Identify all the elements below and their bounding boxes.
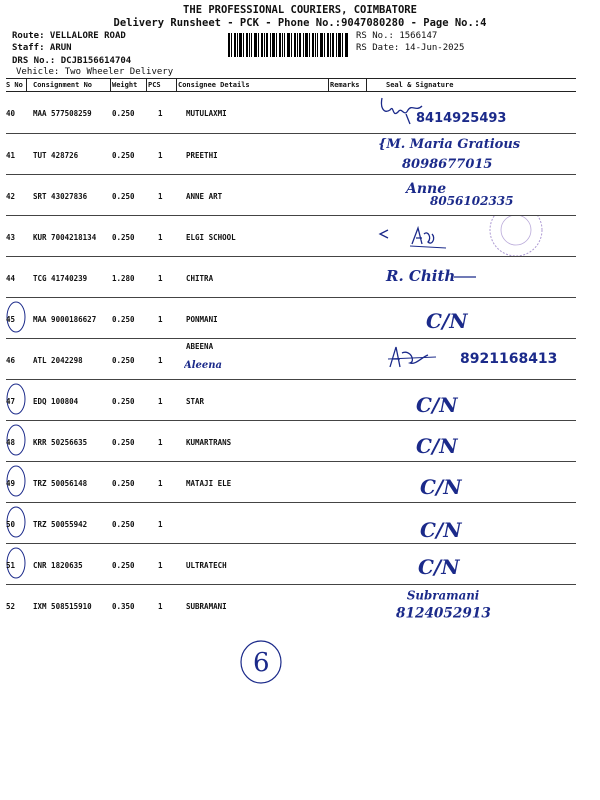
svg-text:Aleena: Aleena: [184, 360, 223, 371]
cell-pcs: 1: [158, 315, 163, 324]
cell-consignment: KUR 7004218134: [33, 233, 97, 242]
cell-pcs: 1: [158, 479, 163, 488]
cell-weight: 0.250: [112, 520, 135, 529]
cell-consignee: CHITRA: [186, 274, 214, 283]
cell-pcs: 1: [158, 109, 163, 118]
cell-consignment: TCG 41740239: [33, 274, 88, 283]
cell-consignment: TRZ 50056148: [33, 479, 88, 488]
cell-sno: 51: [6, 561, 16, 570]
svg-text:Anne: Anne: [406, 181, 447, 197]
table-row: [6, 257, 576, 298]
svg-text:8124052913: 8124052913: [396, 605, 491, 622]
signature-43: [376, 216, 576, 256]
svg-text:C/N: C/N: [420, 475, 462, 499]
svg-text:Subramani: Subramani: [406, 588, 480, 603]
cell-consignee: ABEENA: [186, 342, 214, 351]
table-row: [6, 92, 576, 134]
cell-consignment: MAA 577508259: [33, 109, 92, 118]
table-row: [6, 380, 576, 421]
cell-consignment: SRT 43027836: [33, 192, 88, 201]
signature-48: [376, 421, 576, 461]
cell-consignee: MUTULAXMI: [186, 109, 227, 118]
cell-sno: 42: [6, 192, 16, 201]
svg-text:C/N: C/N: [420, 518, 462, 542]
cell-consignment: EDQ 100804: [33, 397, 79, 406]
svg-text:C/N: C/N: [418, 555, 460, 579]
table-row: [6, 339, 576, 380]
cell-weight: 0.250: [112, 233, 135, 242]
cell-pcs: 1: [158, 438, 163, 447]
cell-consignee: ELGI SCHOOL: [186, 233, 236, 242]
cell-weight: 0.250: [112, 438, 135, 447]
cell-consignee: PONMANI: [186, 315, 218, 324]
col-seal: Seal & Signature: [386, 81, 454, 89]
company-title: THE PROFESSIONAL COURIERS, COIMBATORE: [183, 4, 417, 16]
cell-weight: 0.250: [112, 479, 135, 488]
svg-text:C/N: C/N: [416, 434, 458, 458]
barcode: [228, 33, 348, 57]
col-weight: Weight: [112, 81, 138, 89]
signature-47: [376, 380, 576, 420]
cell-consignment: IXM 508515910: [33, 602, 92, 611]
cell-consignee: PREETHI: [186, 151, 218, 160]
signature-52: [376, 585, 576, 625]
cell-consignment: ATL 2042298: [33, 356, 83, 365]
cell-sno: 49: [6, 479, 16, 488]
signature-41: [376, 134, 576, 174]
cell-sno: 45: [6, 315, 16, 324]
col-pcs: PCS: [148, 81, 161, 89]
table-row: [6, 462, 576, 503]
cell-sno: 50: [6, 520, 16, 529]
rs-number: RS No.: 1566147: [356, 31, 438, 41]
signature-51: [376, 544, 576, 584]
svg-text:6: 6: [253, 648, 270, 678]
col-consignee: Consignee Details: [178, 81, 250, 89]
rs-date: RS Date: 14-Jun-2025: [356, 43, 465, 53]
cell-weight: 0.250: [112, 561, 135, 570]
cell-consignment: KRR 50256635: [33, 438, 88, 447]
signature-46: [376, 339, 576, 379]
cell-consignment: TUT 428726: [33, 151, 79, 160]
table-row: [6, 503, 576, 544]
handwritten-name: [184, 357, 244, 371]
cell-pcs: 1: [158, 233, 163, 242]
cell-consignee: KUMARTRANS: [186, 438, 232, 447]
cell-sno: 41: [6, 151, 16, 160]
cell-sno: 43: [6, 233, 16, 242]
signature-45: [376, 298, 576, 338]
cell-pcs: 1: [158, 397, 163, 406]
cell-weight: 0.250: [112, 356, 135, 365]
cell-consignee: SUBRAMANI: [186, 602, 227, 611]
cell-weight: 0.250: [112, 397, 135, 406]
cell-sno: 46: [6, 356, 16, 365]
svg-text:8921168413: 8921168413: [460, 351, 558, 367]
table-row: [6, 298, 576, 339]
svg-text:R. Chith: R. Chith: [386, 267, 456, 285]
table-row: [6, 216, 576, 257]
vehicle-label: Vehicle: Two Wheeler Delivery: [16, 67, 174, 77]
svg-text:{M. Maria Gratious: {M. Maria Gratious: [378, 137, 521, 152]
cell-weight: 1.280: [112, 274, 135, 283]
col-consignment: Consignment No: [33, 81, 93, 89]
table-row: [6, 175, 576, 216]
signature-50: [376, 503, 576, 543]
cell-consignment: TRZ 50055942: [33, 520, 88, 529]
staff-label: Staff: ARUN: [12, 43, 72, 53]
signature-49: [376, 462, 576, 502]
table-header: [6, 78, 576, 92]
cell-consignment: MAA 9000186627: [33, 315, 97, 324]
page-number-mark: [238, 638, 284, 686]
cell-pcs: 1: [158, 520, 163, 529]
cell-sno: 48: [6, 438, 16, 447]
cell-consignee: MATAJI ELE: [186, 479, 232, 488]
signature-40: [376, 92, 576, 132]
svg-text:8414925493: 8414925493: [416, 111, 507, 126]
cell-weight: 0.250: [112, 109, 135, 118]
signature-44: [376, 257, 576, 297]
cell-weight: 0.350: [112, 602, 135, 611]
cell-pcs: 1: [158, 151, 163, 160]
table-row: [6, 585, 576, 629]
cell-pcs: 1: [158, 274, 163, 283]
runsheet-title: Delivery Runsheet - PCK - Phone No.:9047080280 - Page No.:4: [113, 17, 487, 29]
cell-sno: 44: [6, 274, 16, 283]
cell-weight: 0.250: [112, 315, 135, 324]
table-row: [6, 134, 576, 175]
cell-sno: 40: [6, 109, 16, 118]
cell-pcs: 1: [158, 561, 163, 570]
route-label: Route: VELLALORE ROAD: [12, 31, 126, 41]
cell-sno: 52: [6, 602, 16, 611]
table-row: [6, 544, 576, 585]
drs-label: DRS No.: DCJB156614704: [12, 56, 132, 66]
col-sno: S No: [6, 81, 23, 89]
cell-consignment: CNR 1820635: [33, 561, 83, 570]
runsheet-table: [6, 78, 576, 629]
cell-sno: 47: [6, 397, 16, 406]
signature-42: [376, 175, 576, 215]
cell-consignee: ANNE ART: [186, 192, 223, 201]
cell-weight: 0.250: [112, 192, 135, 201]
cell-consignee: STAR: [186, 397, 205, 406]
cell-pcs: 1: [158, 602, 163, 611]
cell-pcs: 1: [158, 356, 163, 365]
svg-text:C/N: C/N: [426, 309, 468, 333]
svg-text:8098677015: 8098677015: [402, 157, 493, 172]
table-row: [6, 421, 576, 462]
svg-text:8056102335: 8056102335: [430, 194, 514, 208]
cell-pcs: 1: [158, 192, 163, 201]
cell-weight: 0.250: [112, 151, 135, 160]
svg-text:C/N: C/N: [416, 393, 458, 417]
cell-consignee: ULTRATECH: [186, 561, 227, 570]
col-remarks: Remarks: [330, 81, 360, 89]
